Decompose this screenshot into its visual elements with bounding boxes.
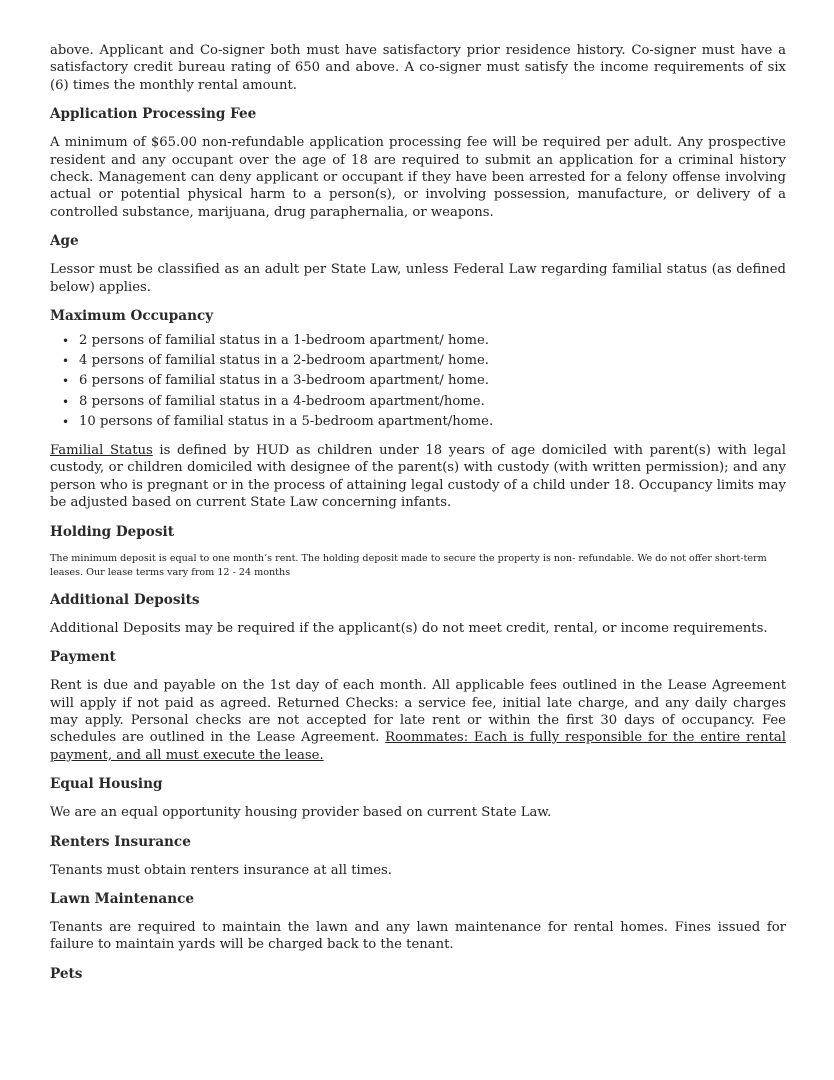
renters-insurance-paragraph: Tenants must obtain renters insurance at all times. [50, 862, 392, 878]
max-occupancy-heading: Maximum Occupancy [50, 308, 214, 325]
application-fee-heading: Application Processing Fee [50, 106, 257, 123]
renters-insurance-heading: Renters Insurance [50, 833, 191, 850]
list-item-text: 6 persons of familial status in a 3-bedroom apartment/ home. [79, 373, 489, 389]
application-fee-paragraph: A minimum of $65.00 non-refundable application processing fee will be required per adult. Any prospective resident and any occupant over the age of 18 are required to submit an application for a criminal history check. Management can deny applicant or occupant if they have been arrested for a felony offense involving actual or potential physical harm to a person(s), or involving possession, manufacture, or delivery of a controlled substance, marijuana, drug paraphernalia, or weapons. [50, 135, 786, 220]
holding-deposit-heading: Holding Deposit [50, 523, 174, 540]
familial-status-paragraph [50, 442, 786, 512]
familial-status-term: Familial Status [50, 443, 153, 459]
bullet-icon: • [62, 414, 70, 429]
age-heading: Age [50, 233, 79, 250]
list-item-text: 4 persons of familial status in a 2-bedroom apartment/ home. [79, 353, 489, 369]
intro-paragraph: above. Applicant and Co-signer both must have satisfactory prior residence history. Co-signer must have a satisfactory credit bureau rating of 650 and above. A co-signer must satisfy the income requirements of six (6) times the monthly rental amount. [50, 43, 786, 93]
pets-heading: Pets [50, 965, 83, 982]
age-paragraph: Lessor must be classified as an adult per State Law, unless Federal Law regarding familial status (as defined below) applies. [50, 262, 786, 295]
equal-housing-paragraph: We are an equal opportunity housing provider based on current State Law. [50, 805, 552, 821]
list-item [50, 371, 786, 391]
equal-housing-heading: Equal Housing [50, 776, 163, 793]
list-item [50, 392, 786, 412]
list-item-text: 8 persons of familial status in a 4-bedroom apartment/home. [79, 393, 485, 409]
additional-deposits-heading: Additional Deposits [50, 591, 200, 608]
bullet-icon: • [62, 374, 70, 389]
list-item [50, 331, 786, 351]
payment-heading: Payment [50, 649, 116, 666]
bullet-icon: • [62, 354, 70, 369]
payment-text: Rent is due and payable on the 1st day of each month. All applicable fees outlined in the Lease Agreement will apply if not paid as agreed. Returned Checks: a service fee, initial late charge, and any daily charges may apply. Personal checks are not accepted for late rent or within the first 30 days of occupancy. Fee schedules are outlined in the Lease Agreement. [50, 678, 786, 746]
list-item [50, 351, 786, 371]
occupancy-list [50, 331, 786, 432]
bullet-icon: • [62, 334, 70, 349]
additional-deposits-paragraph: Additional Deposits may be required if the applicant(s) do not meet credit, rental, or income requirements. [50, 620, 768, 636]
payment-paragraph [50, 677, 786, 764]
list-item-text: 2 persons of familial status in a 1-bedroom apartment/ home. [79, 333, 489, 349]
holding-deposit-paragraph: The minimum deposit is equal to one month’s rent. The holding deposit made to secure the property is non- refundable. We do not offer short-term leases. Our lease terms vary from 12 - 24 months [50, 552, 767, 578]
bullet-icon: • [62, 394, 70, 409]
document-page [50, 42, 786, 983]
list-item [50, 412, 786, 432]
lawn-maintenance-paragraph: Tenants are required to maintain the lawn and any lawn maintenance for rental homes. Fines issued for failure to maintain yards will be charged back to the tenant. [50, 919, 786, 953]
roommates-text: Roommates: Each is fully responsible for the entire rental payment, and all must execute the lease. [50, 730, 786, 763]
lawn-maintenance-heading: Lawn Maintenance [50, 890, 195, 907]
familial-status-text: is defined by HUD as children under 18 years of age domiciled with parent(s) with legal custody, or children domiciled with designee of the parent(s) with custody (with written permission); and any person who is pregnant or in the process of attaining legal custody of a child under 18. Occupancy limits may be adjusted based on current State Law concerning infants. [50, 443, 786, 511]
list-item-text: 10 persons of familial status in a 5-bedroom apartment/home. [79, 413, 494, 429]
